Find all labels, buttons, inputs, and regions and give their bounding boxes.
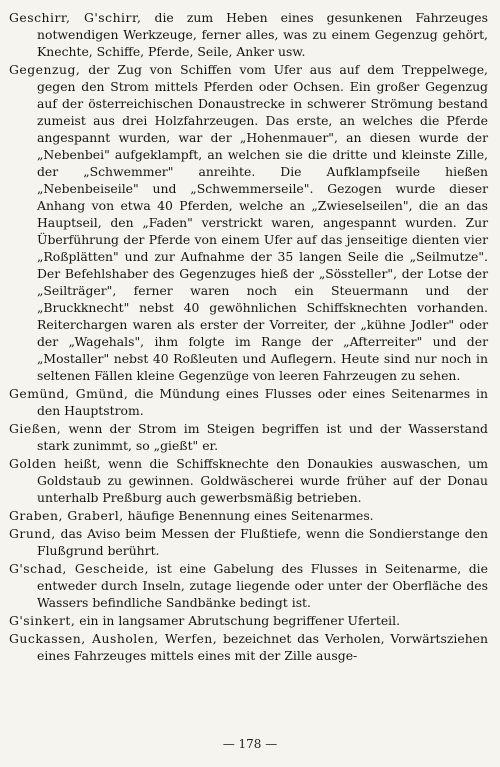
glossary-entry-giessen [9, 420, 488, 454]
page-number: — 178 — [222, 737, 278, 751]
entry-definition: ist eine Gabelung des Flusses in Seitenarme, die entweder durch Inseln, zutage liegende oder unter der Oberfläche des Wassers befindliche Sandbänke bedingt ist. [37, 561, 488, 610]
glossary-entry-guckassen [9, 630, 488, 664]
entry-definition: ein in langsamer Abrutschung begriffener Uferteil. [79, 613, 401, 628]
entry-definition: die zum Heben eines gesunkenen Fahrzeuges notwendigen Werkzeuge, ferner alles, was zu einem Gegenzug gehört, Knechte, Schiffe, Pferde, Seile, Anker usw. [37, 10, 488, 59]
entry-definition: bezeichnet das Verholen, Vorwärtsziehen eines Fahrzeuges mittels eines mit der Zille ausge- [37, 631, 488, 663]
entry-definition: der Zug von Schiffen vom Ufer aus auf dem Treppelwege, gegen den Strom mittels Pferden oder Ochsen. Ein großer Gegenzug auf der österreichischen Donaustrecke in schwerer Strömung bestand zumeist aus drei Holzfahrzeugen. Das erste, an welches die Pferde angespannt wurden, war der „Hohenmauer", an diesen wurde der „Nebenbei" aufgeklampft, an welchen sie die dritte und kleinste Zille, der „Schwemmer" anreihte. Die Aufklampfseile hießen „Nebenbeiseile" und „Schwemmerseile". Gezogen wurde dieser Anhang von etwa 40 Pferden, welche an „Zwieselseilen", die an das Hauptseil, den „Faden" verstrickt waren, angespannt wurden. Zur Überführung der Pferde von einem Ufer auf das jenseitige dienten vier „Roßplätten" und zur Aufnahme der 35 langen Seile die „Seilmutze". Der Befehlshaber des Gegenzuges hieß der „Sössteller", der Lotse der „Seilträger", ferner waren noch ein Steuermann und der „Bruckknecht" nebst 40 gewöhnlichen Schiffsknechten vorhanden. Reiterchargen waren als erster der Vorreiter, der „kühne Jodler" oder der „Wagehals", ihm folgte im Range der „Afterreiter" und der „Mostaller" nebst 40 Roßleuten und Auflegern. Heute sind nur noch in seltenen Fällen kleine Gegenzüge von leeren Fahrzeugen zu sehen. [37, 62, 488, 383]
entry-headword: Gießen, [9, 421, 62, 436]
entry-headword: Graben, Graberl, [9, 508, 124, 523]
glossary-entry-golden [9, 455, 488, 506]
glossary-entry-geschirr [9, 9, 488, 60]
entry-headword: G'schad, Gescheide, [9, 561, 149, 576]
entry-headword: G'sinkert, [9, 613, 76, 628]
entry-headword: Gegenzug, [9, 62, 81, 77]
entry-definition: das Aviso beim Messen der Flußtiefe, wenn die Sondierstange den Flußgrund berührt. [37, 526, 488, 558]
entry-headword: Guckassen, Ausholen, Werfen, [9, 631, 218, 646]
entry-definition: häufige Benennung eines Seitenarmes. [127, 508, 374, 523]
glossary-entry-graben [9, 507, 488, 524]
glossary-entry-grund [9, 525, 488, 559]
glossary-entry-gegenzug [9, 61, 488, 384]
entry-definition: wenn der Strom im Steigen begriffen ist und der Wasserstand stark zunimmt, so „gießt" er. [37, 421, 488, 453]
entry-headword: Golden [9, 456, 57, 471]
entry-headword: Gemünd, Gmünd, [9, 386, 129, 401]
entry-definition: heißt, wenn die Schiffsknechte den Donaukies auswaschen, um Goldstaub zu gewinnen. Goldwäscherei wurde früher auf der Donau unterhalb Preßburg auch gewerbsmäßig betrieben. [37, 456, 488, 505]
entry-headword: Geschirr, G'schirr, [9, 10, 142, 25]
glossary-entry-gsinkert [9, 612, 488, 629]
entry-definition: die Mündung eines Flusses oder eines Seitenarmes in den Hauptstrom. [37, 386, 488, 418]
glossary-entry-gemuend [9, 385, 488, 419]
entry-headword: Grund, [9, 526, 56, 541]
glossary-entry-gschad [9, 560, 488, 611]
